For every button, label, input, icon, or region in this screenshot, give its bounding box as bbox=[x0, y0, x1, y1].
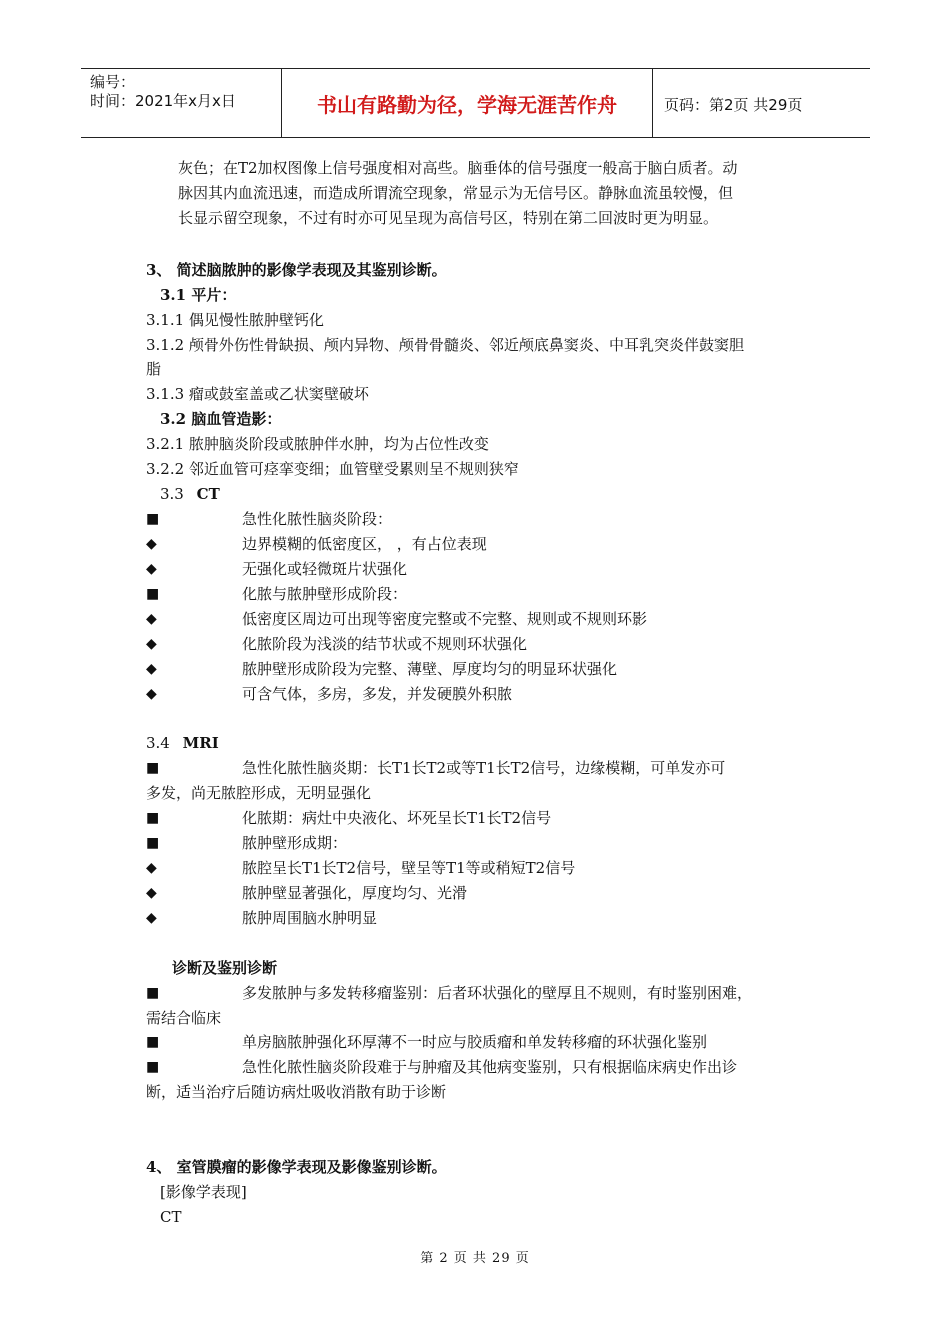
diagnosis-item: 急性化脓性脑炎阶段难于与肿瘤及其他病变鉴别，只有根据临床病史作出诊 bbox=[242, 1058, 738, 1076]
section-4-subheading: [影像学表现] bbox=[160, 1183, 247, 1201]
list-item: 3.1.1 偶见慢性脓肿壁钙化 bbox=[146, 311, 324, 329]
diamond-bullet-icon: ◆ bbox=[146, 561, 157, 577]
serial-label: 编号： bbox=[90, 73, 136, 91]
list-item: 3.2.1 脓肿脑炎阶段或脓肿伴水肿，均为占位性改变 bbox=[146, 435, 489, 453]
diagnosis-item-continued: 断，适当治疗后随访病灶吸收消散有助于诊断 bbox=[146, 1083, 447, 1101]
square-bullet-icon: ■ bbox=[146, 985, 160, 1001]
diamond-bullet-icon: ◆ bbox=[146, 910, 157, 926]
section-3-4-title: MRI bbox=[182, 734, 219, 752]
section-3-3-title: CT bbox=[196, 485, 220, 503]
list-item: 脂 bbox=[146, 360, 162, 378]
diamond-bullet-icon: ◆ bbox=[146, 860, 157, 876]
section-3-1-title: 3.1 平片： bbox=[160, 286, 237, 304]
diagnosis-title: 诊断及鉴别诊断 bbox=[172, 959, 278, 977]
section-3-4-number: 3.4 bbox=[146, 734, 170, 752]
header-left-cell bbox=[81, 69, 282, 137]
ct-item: 边界模糊的低密度区， ，有占位表现 bbox=[242, 535, 487, 553]
ct-item: 急性化脓性脑炎阶段： bbox=[242, 510, 393, 528]
square-bullet-icon: ■ bbox=[146, 1034, 160, 1050]
section-3-3-heading bbox=[160, 484, 220, 504]
list-item: 3.1.3 瘤或鼓室盖或乙状窦壁破坏 bbox=[146, 385, 369, 403]
diagnosis-item: 单房脑脓肿强化环厚薄不一时应与胶质瘤和单发转移瘤的环状强化鉴别 bbox=[242, 1033, 708, 1051]
ct-item: 可含气体，多房，多发，并发硬膜外积脓 bbox=[242, 685, 513, 703]
section-4-title: 4、 室管膜瘤的影像学表现及影像鉴别诊断。 bbox=[146, 1158, 447, 1176]
section-3-3-number: 3.3 bbox=[160, 485, 184, 503]
section-4-subheading: CT bbox=[160, 1208, 182, 1226]
mri-item: 脓肿周围脑水肿明显 bbox=[242, 909, 378, 927]
mri-item: 急性化脓性脑炎期：长T1长T2或等T1长T2信号，边缘模糊，可单发亦可 bbox=[242, 759, 726, 777]
page-footer: 第 2 页 共 29 页 bbox=[420, 1251, 530, 1266]
diamond-bullet-icon: ◆ bbox=[146, 536, 157, 552]
motto: 书山有路勤为径，学海无涯苦作舟 bbox=[282, 69, 653, 137]
intro-line: 长显示留空现象，不过有时亦可见呈现为高信号区，特别在第二回波时更为明显。 bbox=[178, 209, 719, 227]
diamond-bullet-icon: ◆ bbox=[146, 661, 157, 677]
mri-item: 脓肿壁形成期： bbox=[242, 834, 348, 852]
section-3-2-title: 3.2 脑血管造影： bbox=[160, 410, 282, 428]
diagnosis-item-continued: 需结合临床 bbox=[146, 1009, 222, 1027]
mri-item-continued: 多发，尚无脓腔形成，无明显强化 bbox=[146, 784, 372, 802]
list-item: 3.1.2 颅骨外伤性骨缺损、颅内异物、颅骨骨髓炎、邻近颅底鼻窦炎、中耳乳突炎伴鼓窦胆 bbox=[146, 336, 744, 354]
square-bullet-icon: ■ bbox=[146, 810, 160, 826]
header-right-cell bbox=[653, 69, 870, 137]
page-header bbox=[81, 68, 870, 138]
ct-item: 化脓与脓肿壁形成阶段： bbox=[242, 585, 408, 603]
square-bullet-icon: ■ bbox=[146, 511, 160, 527]
mri-item: 脓肿壁显著强化，厚度均匀、光滑 bbox=[242, 884, 468, 902]
page-number-label: 页码：第2页 共29页 bbox=[664, 96, 803, 114]
square-bullet-icon: ■ bbox=[146, 1059, 160, 1075]
ct-item: 脓肿壁形成阶段为完整、薄壁、厚度均匀的明显环状强化 bbox=[242, 660, 618, 678]
square-bullet-icon: ■ bbox=[146, 760, 160, 776]
list-item: 3.2.2 邻近血管可痉挛变细；血管壁受累则呈不规则狭窄 bbox=[146, 460, 519, 478]
intro-line: 脉因其内血流迅速，而造成所谓流空现象，常显示为无信号区。静脉血流虽较慢，但 bbox=[178, 184, 734, 202]
mri-item: 化脓期：病灶中央液化、坏死呈长T1长T2信号 bbox=[242, 809, 552, 827]
diamond-bullet-icon: ◆ bbox=[146, 611, 157, 627]
mri-item: 脓腔呈长T1长T2信号，壁呈等T1等或稍短T2信号 bbox=[242, 859, 576, 877]
diamond-bullet-icon: ◆ bbox=[146, 636, 157, 652]
diagnosis-item: 多发脓肿与多发转移瘤鉴别：后者环状强化的壁厚且不规则，有时鉴别困难， bbox=[242, 984, 753, 1002]
section-3-title: 3、 简述脑脓肿的影像学表现及其鉴别诊断。 bbox=[146, 261, 447, 279]
ct-item: 无强化或轻微斑片状强化 bbox=[242, 560, 408, 578]
section-3-4-heading bbox=[146, 733, 219, 753]
diamond-bullet-icon: ◆ bbox=[146, 885, 157, 901]
square-bullet-icon: ■ bbox=[146, 586, 160, 602]
time-label: 时间：2021年x月x日 bbox=[90, 92, 236, 110]
square-bullet-icon: ■ bbox=[146, 835, 160, 851]
ct-item: 化脓阶段为浅淡的结节状或不规则环状强化 bbox=[242, 635, 528, 653]
diamond-bullet-icon: ◆ bbox=[146, 686, 157, 702]
intro-line: 灰色；在T2加权图像上信号强度相对高些。脑垂体的信号强度一般高于脑白质者。动 bbox=[178, 159, 738, 177]
ct-item: 低密度区周边可出现等密度完整或不完整、规则或不规则环影 bbox=[242, 610, 648, 628]
